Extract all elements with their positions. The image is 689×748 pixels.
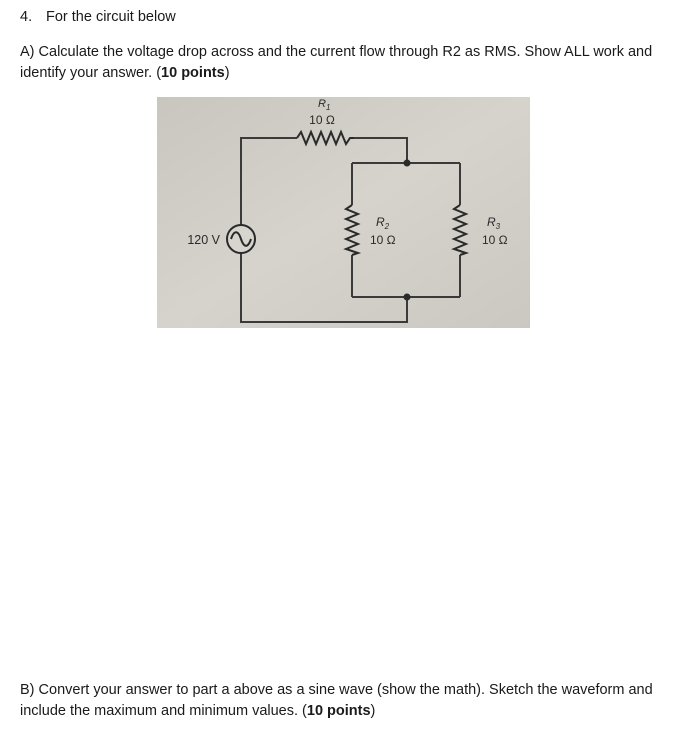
r2-name: $R_2$	[376, 215, 390, 231]
part-b-text: B) Convert your answer to part a above as a sine wave (show the math). Sketch the waveform and include the maximum and minimum values. (	[20, 682, 653, 719]
question-intro: For the circuit below	[46, 9, 176, 25]
photo-background	[157, 97, 530, 328]
source-label: 120 V	[187, 233, 220, 247]
ac-source-icon	[227, 225, 255, 253]
question-header	[20, 9, 176, 25]
circuit-photo	[157, 97, 530, 328]
part-a-prompt	[20, 42, 680, 84]
r1-value: 10 Ω	[309, 113, 335, 127]
r3-value: 10 Ω	[482, 233, 508, 247]
circuit-diagram	[157, 97, 530, 328]
r2-value: 10 Ω	[370, 233, 396, 247]
part-a-points: 10 points	[161, 65, 225, 81]
junction-dot-top	[404, 160, 411, 167]
part-a-close: )	[224, 65, 230, 81]
question-number: 4.	[20, 9, 33, 25]
part-a-text: A) Calculate the voltage drop across and the current flow through R2 as RMS. Show ALL work and identify your answer. (	[20, 44, 653, 81]
part-b-points: 10 points	[306, 703, 371, 719]
r1-name: $R_1$	[318, 98, 331, 112]
junction-dot-bottom	[404, 294, 411, 301]
part-b-close: )	[370, 703, 376, 719]
part-b-prompt	[20, 680, 684, 722]
r3-name: $R_3$	[487, 215, 501, 231]
